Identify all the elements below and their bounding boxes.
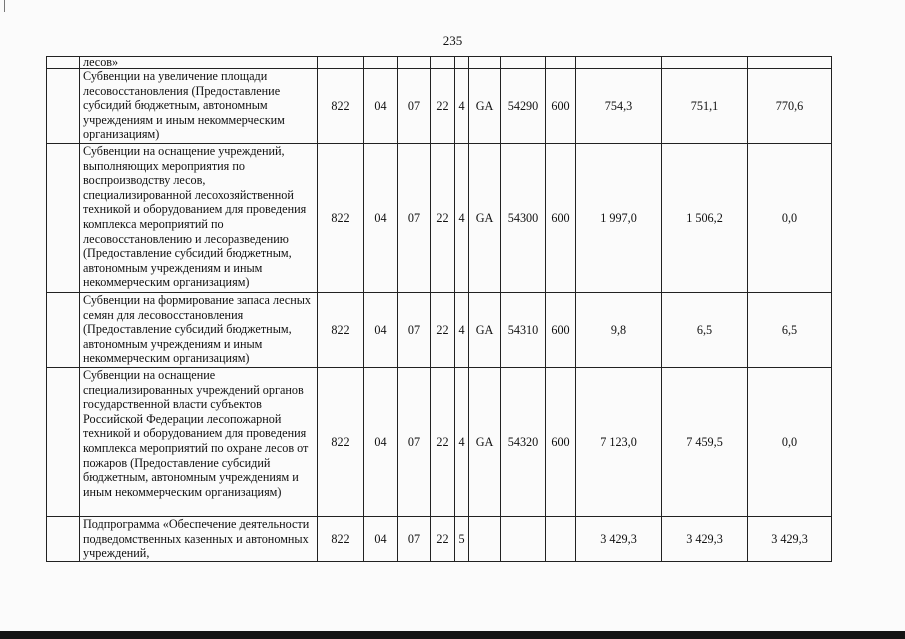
code-expense-type: 600 [546, 368, 576, 517]
code-direction [501, 517, 546, 562]
row-name: Субвенции на оснащение специализированных учреждений органов государственной власти субъектов Российской Федерации лесопожарной техникой и оборудованием для проведения комплекса мероприятий по охране лесов от пожаров (Предоставление субсидий бюджетным, автономным учреждениям и иным некоммерческим организациям) [80, 368, 318, 517]
code-expense-type [546, 517, 576, 562]
code-section: 04 [364, 293, 398, 368]
amount-year-2 [662, 57, 748, 69]
code-subprogram: 4 [455, 69, 469, 144]
code-direction: 54300 [501, 144, 546, 293]
table-row [47, 368, 832, 517]
scan-bottom-edge [0, 631, 905, 639]
table-row [47, 293, 832, 368]
code-subprogram: 4 [455, 144, 469, 293]
budget-table [46, 56, 832, 562]
code-subprogram [455, 57, 469, 69]
amount-year-3: 6,5 [748, 293, 832, 368]
code-expense-type: 600 [546, 144, 576, 293]
amount-year-1: 7 123,0 [576, 368, 662, 517]
code-ministry: 822 [318, 293, 364, 368]
code-program: 22 [431, 293, 455, 368]
amount-year-3 [748, 57, 832, 69]
table-row [47, 517, 832, 562]
code-subsection: 07 [398, 293, 431, 368]
code-program: 22 [431, 517, 455, 562]
amount-year-1: 1 997,0 [576, 144, 662, 293]
amount-year-1: 3 429,3 [576, 517, 662, 562]
amount-year-1 [576, 57, 662, 69]
page-number: 235 [442, 33, 463, 48]
code-subprogram: 4 [455, 368, 469, 517]
row-name: Субвенции на оснащение учреждений, выполняющих мероприятия по воспроизводству лесов, специализированной лесохозяйственной техникой и оборудованием для проведения комплекса мероприятий по лесовосстановлению и лесоразведению (Предоставление субсидий бюджетным, автономным учреждениям и иным некоммерческим организациям) [80, 144, 318, 293]
code-program: 22 [431, 69, 455, 144]
code-section: 04 [364, 517, 398, 562]
scan-artifact [4, 0, 5, 12]
code-ministry [318, 57, 364, 69]
code-subprogram: 5 [455, 517, 469, 562]
code-expense-type: 600 [546, 69, 576, 144]
code-subsection [398, 57, 431, 69]
code-subsection: 07 [398, 144, 431, 293]
row-name: Подпрограмма «Обеспечение деятельности подведомственных казенных и автономных учреждений, [80, 517, 318, 562]
code-event [469, 517, 501, 562]
amount-year-3: 770,6 [748, 69, 832, 144]
row-margin-cell [47, 368, 80, 517]
code-subsection: 07 [398, 69, 431, 144]
code-section [364, 57, 398, 69]
code-subsection: 07 [398, 517, 431, 562]
code-ministry: 822 [318, 69, 364, 144]
code-section: 04 [364, 144, 398, 293]
code-subprogram: 4 [455, 293, 469, 368]
amount-year-1: 754,3 [576, 69, 662, 144]
code-event: GA [469, 368, 501, 517]
code-direction: 54290 [501, 69, 546, 144]
amount-year-2: 7 459,5 [662, 368, 748, 517]
code-ministry: 822 [318, 368, 364, 517]
code-ministry: 822 [318, 144, 364, 293]
code-subsection: 07 [398, 368, 431, 517]
code-section: 04 [364, 69, 398, 144]
table-row [47, 69, 832, 144]
row-margin-cell [47, 69, 80, 144]
amount-year-2: 6,5 [662, 293, 748, 368]
code-program: 22 [431, 368, 455, 517]
amount-year-3: 0,0 [748, 368, 832, 517]
amount-year-1: 9,8 [576, 293, 662, 368]
row-margin-cell [47, 57, 80, 69]
amount-year-2: 3 429,3 [662, 517, 748, 562]
row-margin-cell [47, 293, 80, 368]
row-name: Субвенции на увеличение площади лесовосстановления (Предоставление субсидий бюджетным, автономным учреждениям и иным некоммерческим организациям) [80, 69, 318, 144]
code-program [431, 57, 455, 69]
code-direction [501, 57, 546, 69]
amount-year-3: 3 429,3 [748, 517, 832, 562]
table-row [47, 144, 832, 293]
row-name: лесов» [80, 57, 318, 69]
code-event: GA [469, 293, 501, 368]
code-event: GA [469, 69, 501, 144]
code-ministry: 822 [318, 517, 364, 562]
code-expense-type [546, 57, 576, 69]
code-direction: 54310 [501, 293, 546, 368]
row-margin-cell [47, 144, 80, 293]
amount-year-2: 1 506,2 [662, 144, 748, 293]
row-margin-cell [47, 517, 80, 562]
code-section: 04 [364, 368, 398, 517]
amount-year-3: 0,0 [748, 144, 832, 293]
code-direction: 54320 [501, 368, 546, 517]
code-event [469, 57, 501, 69]
row-name: Субвенции на формирование запаса лесных семян для лесовосстановления (Предоставление субсидий бюджетным, автономным учреждениям и иным некоммерческим организациям) [80, 293, 318, 368]
code-expense-type: 600 [546, 293, 576, 368]
amount-year-2: 751,1 [662, 69, 748, 144]
code-program: 22 [431, 144, 455, 293]
code-event: GA [469, 144, 501, 293]
table-row [47, 57, 832, 69]
